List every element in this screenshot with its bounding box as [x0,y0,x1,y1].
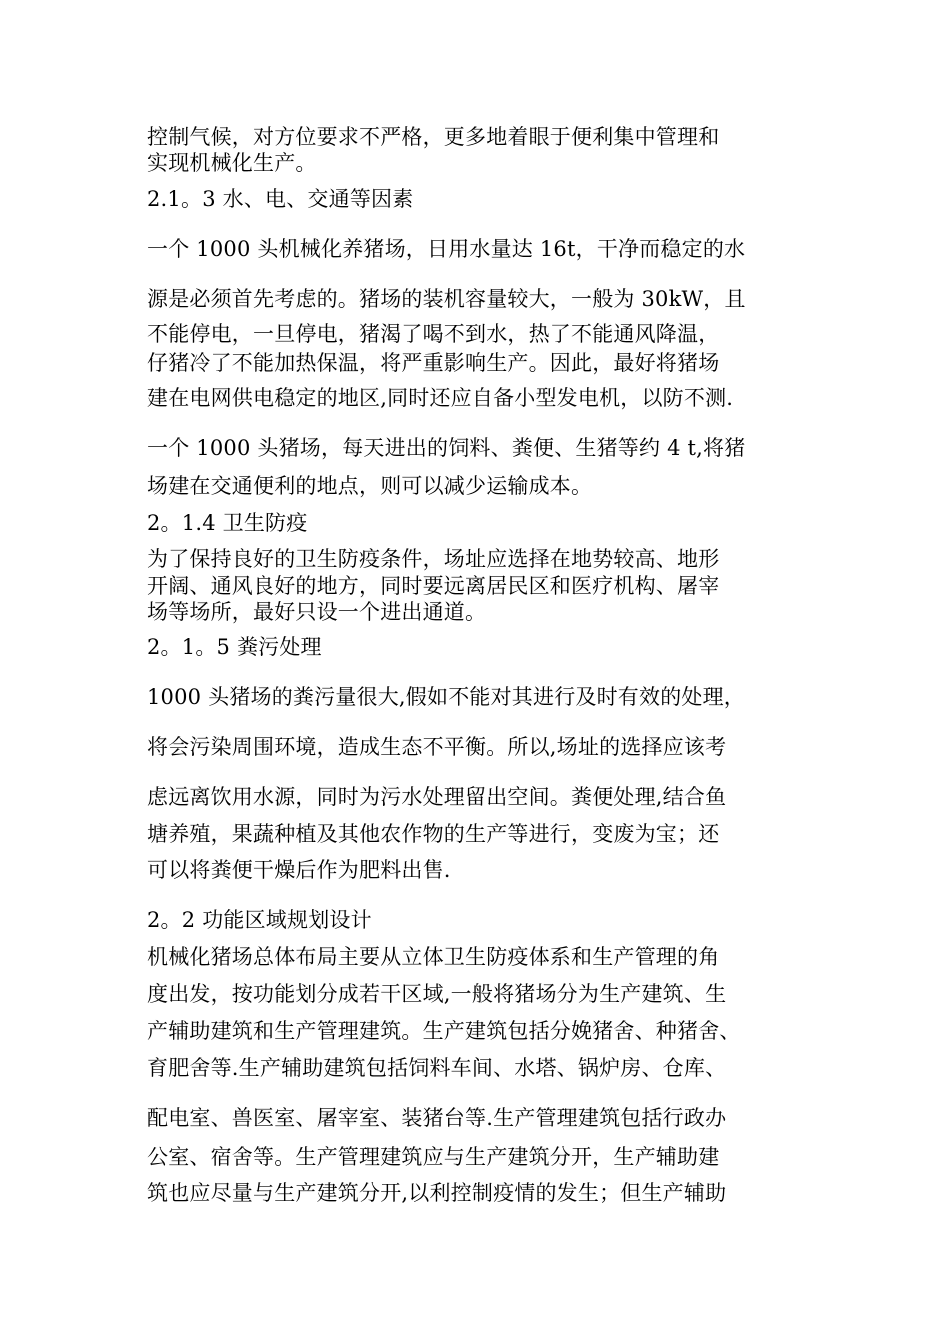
text-line: 实现机械化生产。 [147,151,317,175]
text-line: 公室、宿舍等。生产管理建筑应与生产建筑分开，生产辅助建 [147,1145,720,1169]
text-line: 塘养殖，果蔬种植及其他农作物的生产等进行，变废为宝；还 [147,822,720,846]
text-line: 机械化猪场总体布局主要从立体卫生防疫体系和生产管理的角 [147,945,720,969]
section-heading: 2。1.4 卫生防疫 [147,511,308,535]
section-heading: 2。1。5 粪污处理 [147,635,322,659]
text-line: 不能停电，一旦停电，猪渴了喝不到水，热了不能通风降温， [147,322,720,346]
text-line: 开阔、通风良好的地方，同时要远离居民区和医疗机构、屠宰 [147,574,720,598]
text-line: 为了保持良好的卫生防疫条件，场址应选择在地势较高、地形 [147,547,720,571]
text-line: 一个 1000 头猪场，每天进出的饲料、粪便、生猪等约 4 t,将猪 [147,436,746,460]
text-line: 配电室、兽医室、屠宰室、装猪台等.生产管理建筑包括行政办 [147,1106,727,1130]
text-line: 可以将粪便干燥后作为肥料出售. [147,858,451,882]
text-line: 源是必须首先考虑的。猪场的装机容量较大，一般为 30kW，且 [147,287,746,311]
text-line: 度出发，按功能划分成若干区域,一般将猪场分为生产建筑、生 [147,982,727,1006]
text-line: 场等场所，最好只设一个进出通道。 [147,600,487,624]
text-line: 场建在交通便利的地点，则可以减少运输成本。 [147,474,593,498]
text-line: 仔猪冷了不能加热保温，将严重影响生产。因此，最好将猪场 [147,351,720,375]
text-line: 1000 头猪场的粪污量很大,假如不能对其进行及时有效的处理， [147,685,745,709]
section-heading: 2.1。3 水、电、交通等因素 [147,187,414,211]
text-line: 建在电网供电稳定的地区,同时还应自备小型发电机，以防不测. [147,386,734,410]
text-line: 将会污染周围环境，造成生态不平衡。所以,场址的选择应该考 [147,735,727,759]
section-heading: 2。2 功能区域规划设计 [147,908,372,932]
text-line: 控制气候，对方位要求不严格，更多地着眼于便利集中管理和 [147,125,720,149]
text-line: 虑远离饮用水源，同时为污水处理留出空间。粪便处理,结合鱼 [147,785,727,809]
text-line: 产辅助建筑和生产管理建筑。生产建筑包括分娩猪舍、种猪舍、 [147,1019,741,1043]
text-line: 一个 1000 头机械化养猪场，日用水量达 16t，干净而稳定的水 [147,237,746,261]
text-line: 育肥舍等.生产辅助建筑包括饲料车间、水塔、锅炉房、仓库、 [147,1056,727,1080]
text-line: 筑也应尽量与生产建筑分开,以利控制疫情的发生；但生产辅助 [147,1181,727,1205]
